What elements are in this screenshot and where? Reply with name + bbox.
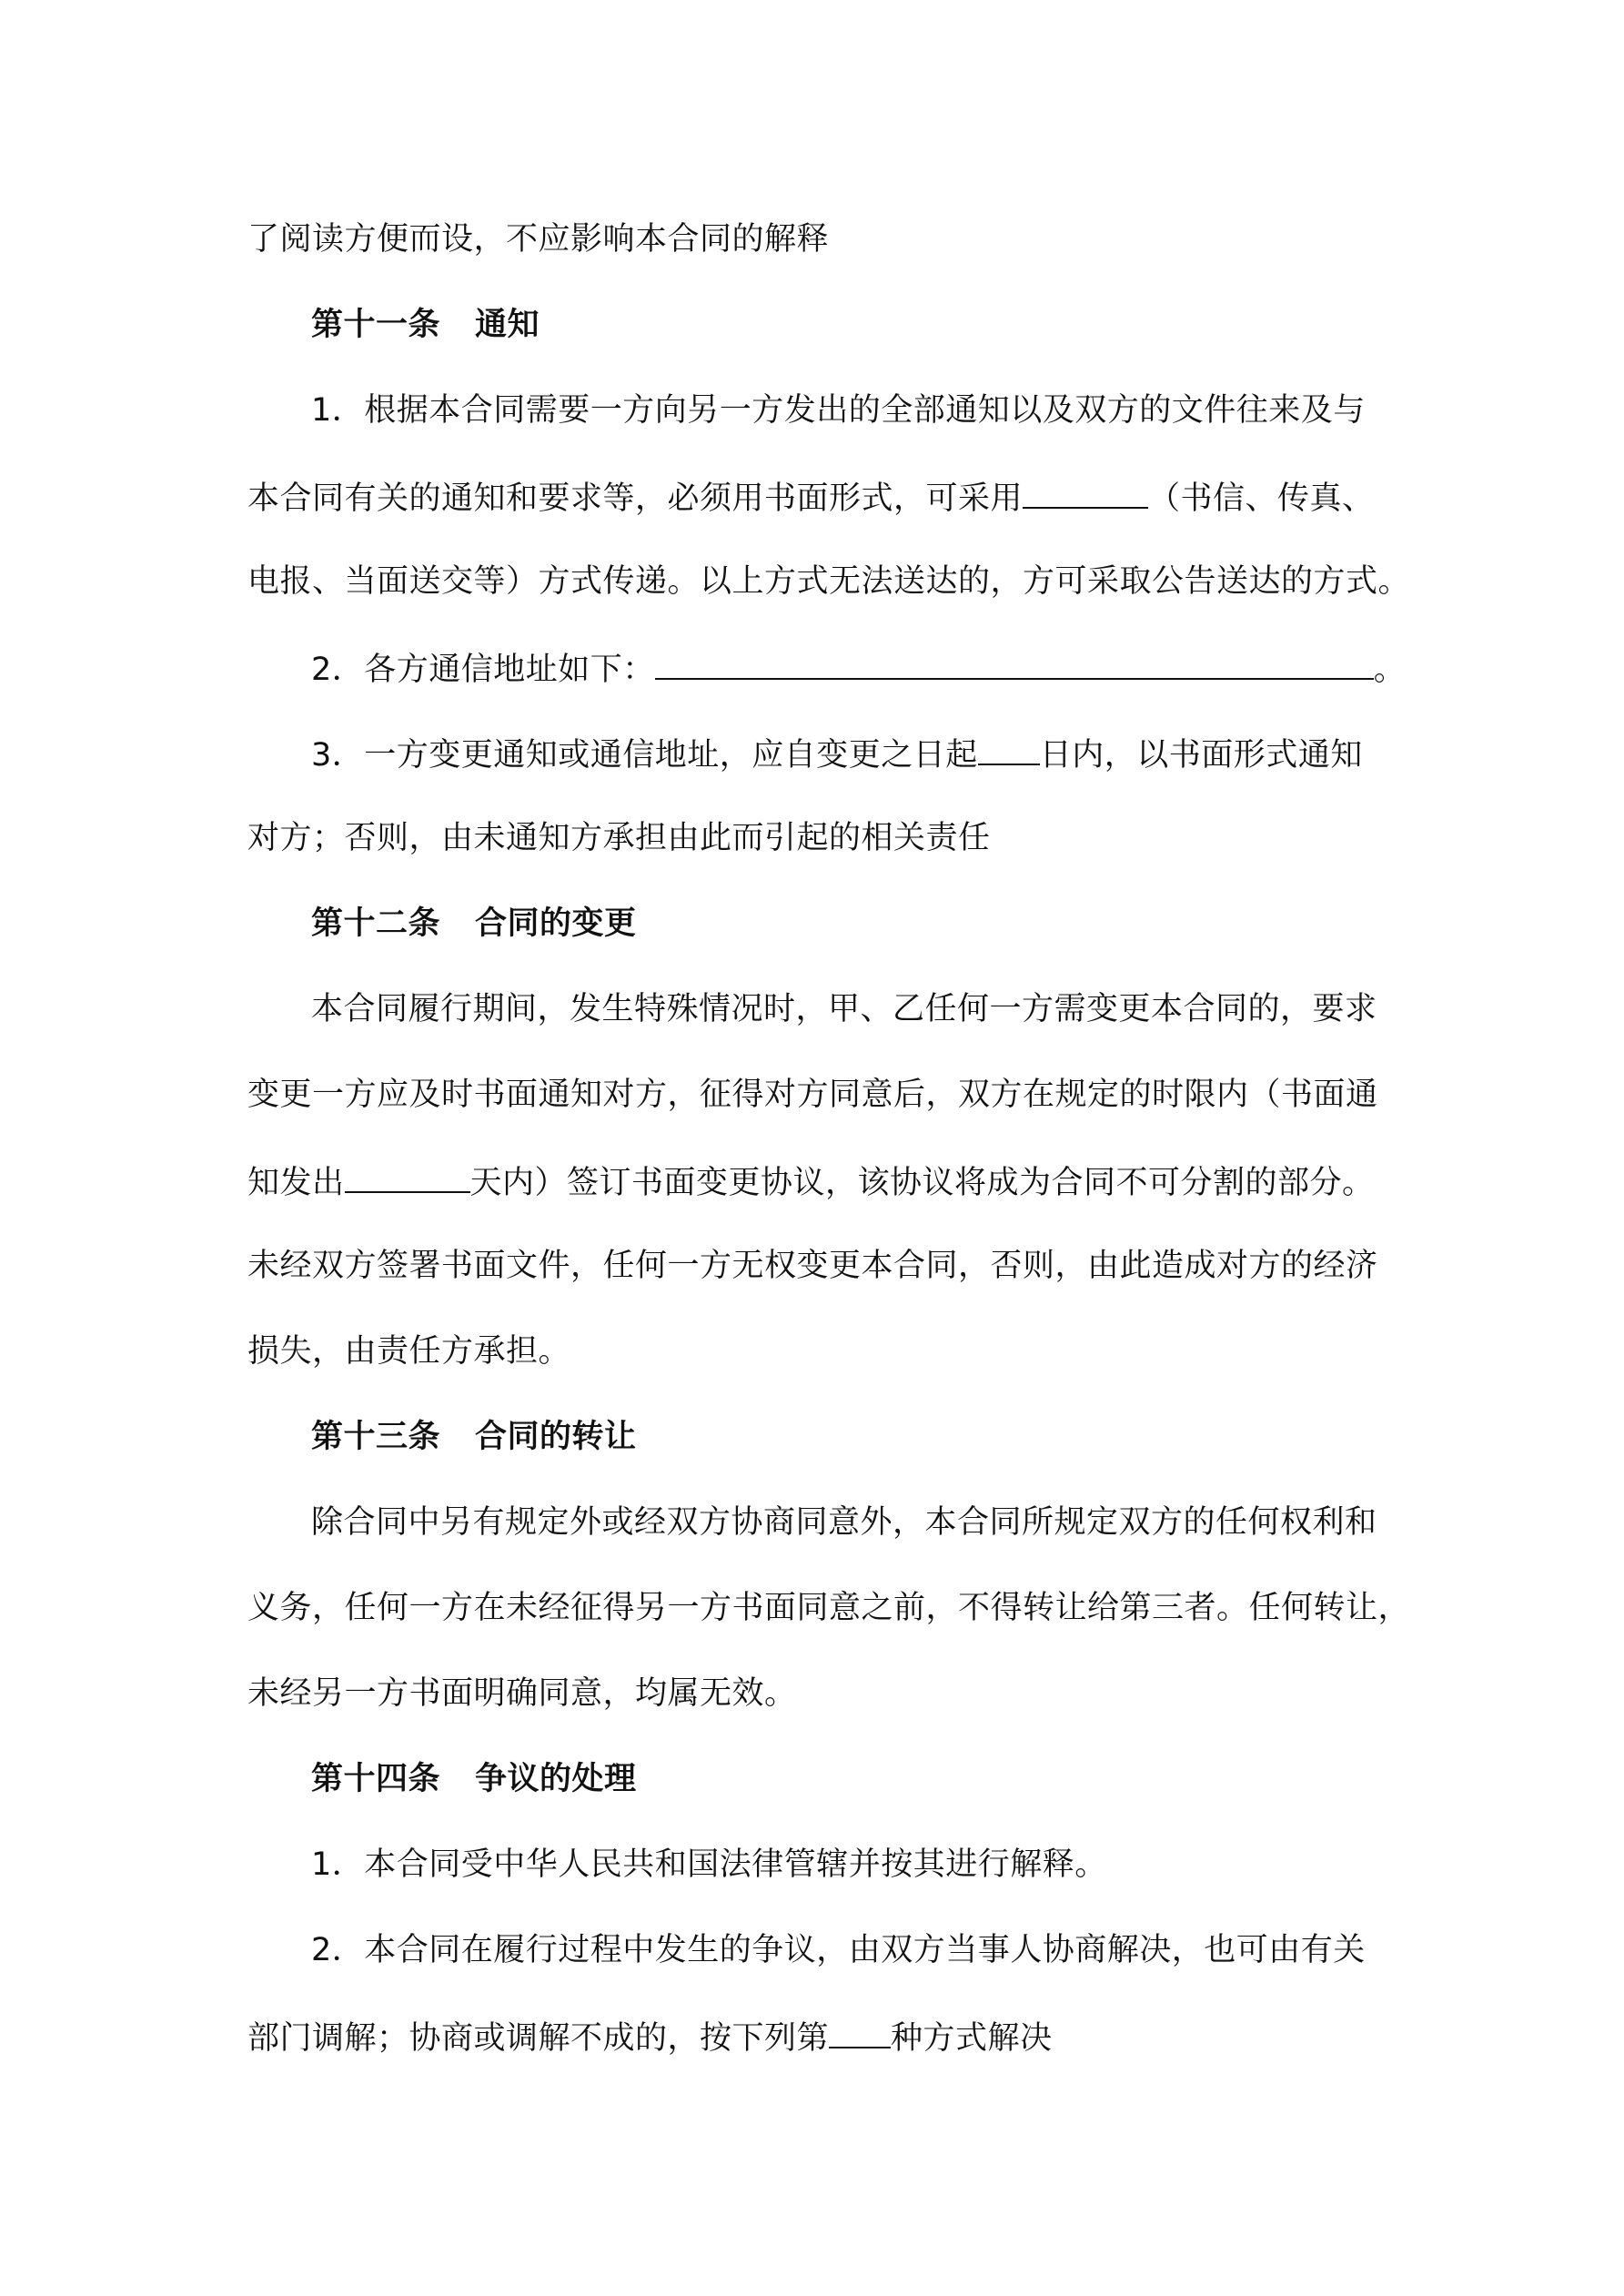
paragraph-line: [247, 1586, 1410, 1630]
article-title: 合同的转让: [475, 1419, 637, 1455]
text-run: 。: [1373, 652, 1407, 688]
article-number: 第十三条: [311, 1419, 441, 1455]
paragraph-line: [311, 731, 1363, 777]
paragraph-line: [247, 217, 829, 261]
paragraph-line: [247, 560, 1410, 603]
text-run: 除合同中另有规定外或经双方协商同意外，本合同所规定双方的任何权利和: [311, 1504, 1377, 1541]
article-title: 合同的变更: [475, 905, 637, 942]
text-run: 1．根据本合同需要一方向另一方发出的全部通知以及双方的文件往来及与: [311, 392, 1366, 429]
paragraph-line: [247, 1158, 1375, 1205]
text-run: 电报、当面送交等）方式传递。以上方式无法送达的，方可采取公告送达的方式。: [247, 563, 1411, 600]
text-run: 1．本合同受中华人民共和国法律管辖并按其进行解释。: [311, 1846, 1107, 1883]
text-run: 损失，由责任方承担。: [247, 1333, 571, 1370]
text-run: 3．一方变更通知或通信地址，应自变更之日起: [311, 737, 978, 774]
fill-in-blank[interactable]: [1023, 474, 1148, 509]
paragraph-line: [247, 474, 1375, 521]
paragraph-line: [311, 1843, 1107, 1886]
article-title: 通知: [475, 307, 540, 343]
text-run: 种方式解决: [891, 2020, 1053, 2057]
text-run: 天内）签订书面变更协议，该协议将成为合同不可分割的部分。: [469, 1165, 1375, 1201]
paragraph-line: [311, 645, 1406, 692]
article-title: 争议的处理: [475, 1761, 637, 1797]
article-13-heading: [311, 1415, 637, 1459]
days-blank[interactable]: [978, 731, 1040, 765]
paragraph-line: [311, 1501, 1377, 1544]
paragraph-line: [247, 2014, 1053, 2060]
text-run: 2．各方通信地址如下：: [311, 652, 655, 688]
paragraph-line: [247, 1073, 1378, 1117]
article-11-heading: [311, 303, 540, 347]
paragraph-line: [247, 1672, 797, 1715]
article-12-heading: [311, 902, 637, 946]
text-run: 部门调解；协商或调解不成的，按下列第: [247, 2020, 830, 2057]
paragraph-line: [311, 1928, 1366, 1972]
text-run: 2．本合同在履行过程中发生的争议，由双方当事人协商解决，也可由有关: [311, 1932, 1366, 1968]
article-number: 第十二条: [311, 905, 441, 942]
paragraph-line: [311, 987, 1377, 1031]
text-run: 义务，任何一方在未经征得另一方书面同意之前，不得转让给第三者。任何转让，: [247, 1590, 1411, 1626]
text-run: （书信、传真、: [1148, 480, 1375, 517]
article-number: 第十四条: [311, 1761, 441, 1797]
method-number-blank[interactable]: [829, 2014, 891, 2048]
text-run: 知发出: [247, 1165, 345, 1201]
address-blank[interactable]: [655, 645, 1374, 680]
text-run: 了阅读方便而设，不应影响本合同的解释: [247, 221, 830, 258]
article-14-heading: [311, 1757, 637, 1801]
article-number: 第十一条: [311, 307, 441, 343]
text-run: 本合同履行期间，发生特殊情况时，甲、乙任何一方需变更本合同的，要求: [311, 991, 1377, 1027]
paragraph-line: [311, 389, 1366, 432]
paragraph-line: [247, 1244, 1378, 1288]
text-run: 未经另一方书面明确同意，均属无效。: [247, 1675, 797, 1712]
text-run: 未经双方签署书面文件，任何一方无权变更本合同，否则，由此造成对方的经济: [247, 1248, 1378, 1284]
text-run: 对方；否则，由未通知方承担由此而引起的相关责任: [247, 820, 991, 856]
text-run: 变更一方应及时书面通知对方，征得对方同意后，双方在规定的时限内（书面通: [247, 1077, 1378, 1113]
text-run: 本合同有关的通知和要求等，必须用书面形式，可采用: [247, 480, 1024, 517]
days-blank[interactable]: [345, 1158, 470, 1193]
text-run: 日内，以书面形式通知: [1039, 737, 1363, 774]
paragraph-line: [247, 816, 991, 860]
paragraph-line: [247, 1330, 570, 1373]
